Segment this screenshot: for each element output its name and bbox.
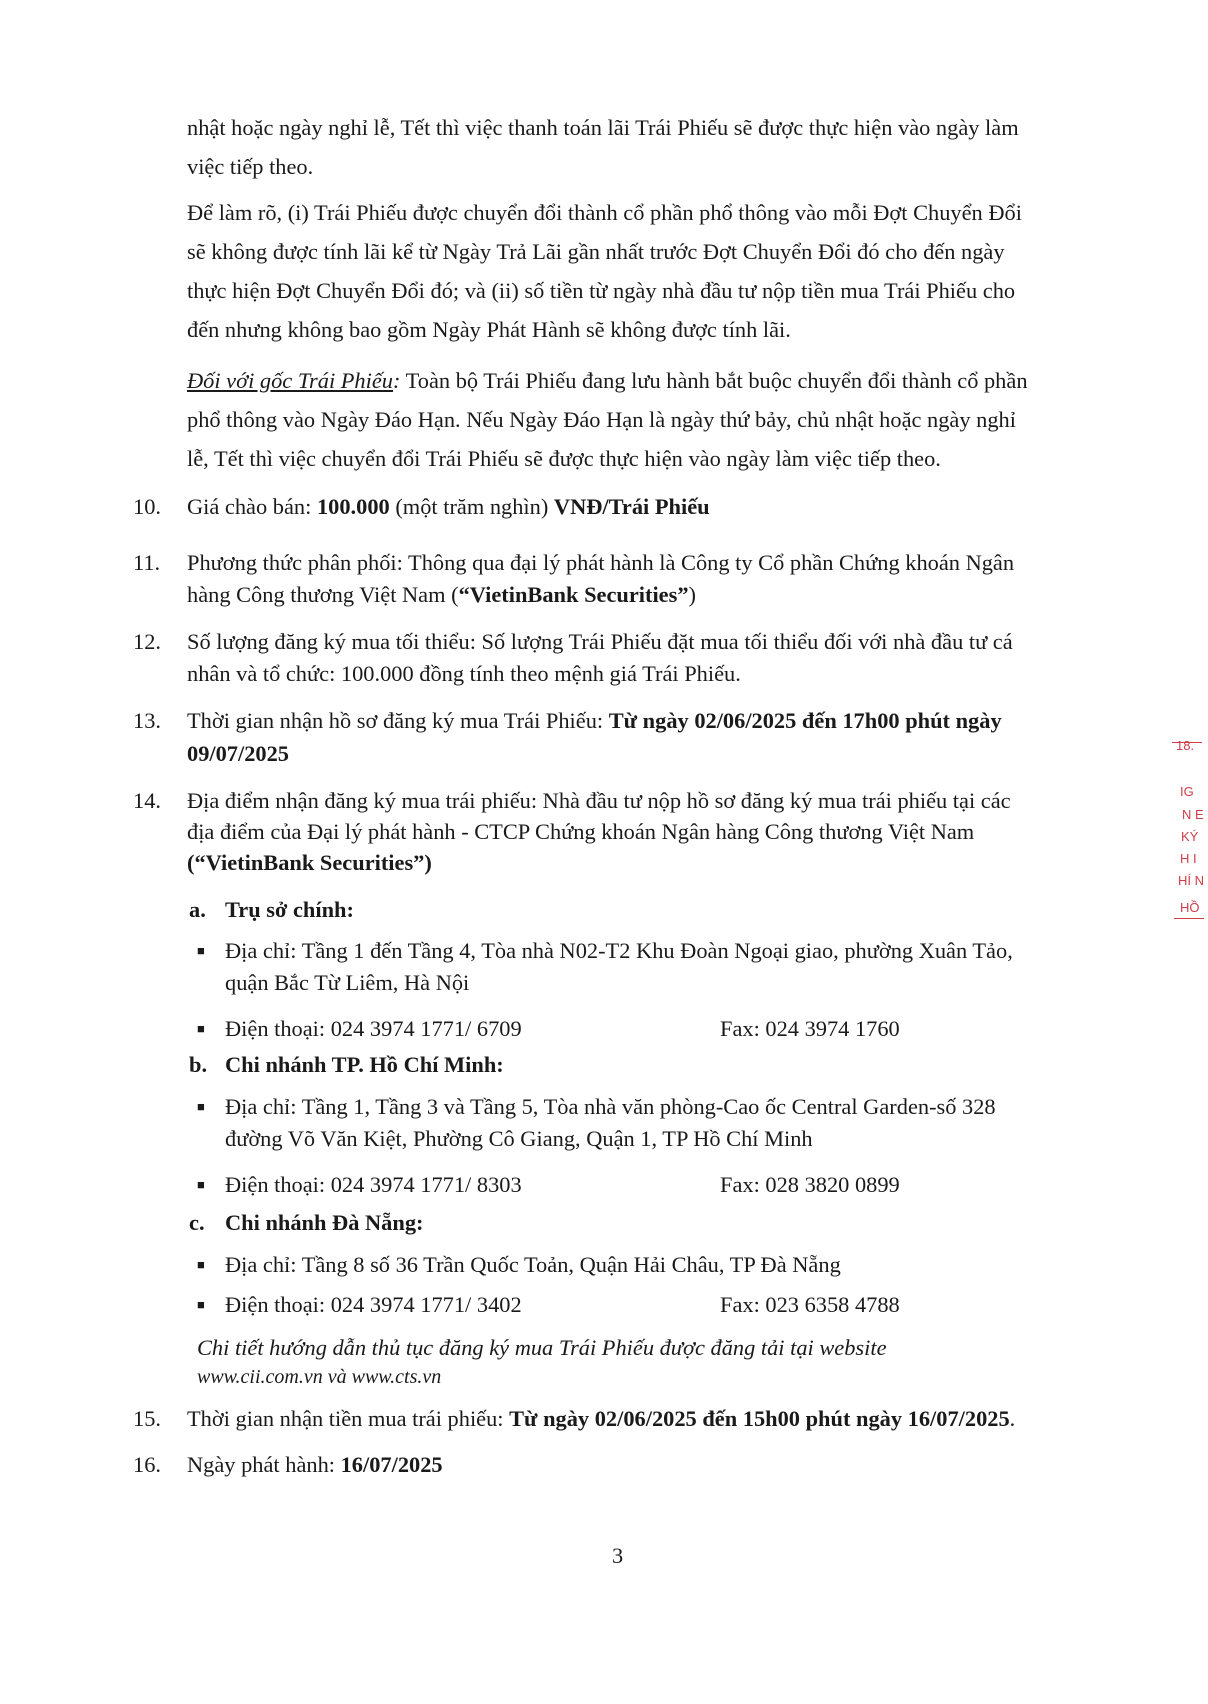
price-label: Giá chào bán:	[187, 494, 317, 519]
hcm-branch-address-line-2: đường Võ Văn Kiệt, Phường Cô Giang, Quận 1, TP Hồ Chí Minh	[225, 1126, 813, 1151]
bullet-icon: ■	[197, 1297, 205, 1312]
stamp-fragment	[1168, 735, 1208, 925]
item-12-line-1: Số lượng đăng ký mua tối thiểu: Số lượng Trái Phiếu đặt mua tối thiểu đối với nhà đầu tư cá	[187, 629, 1013, 654]
price-unit: VNĐ/Trái Phiếu	[553, 494, 710, 519]
issue-date-label: Ngày phát hành:	[187, 1452, 341, 1477]
hcm-branch-letter: b.	[189, 1052, 208, 1077]
danang-branch-fax: Fax: 023 6358 4788	[720, 1292, 900, 1317]
head-office-letter: a.	[189, 897, 206, 922]
item-13-number: 13.	[133, 708, 161, 733]
registration-period-value: Từ ngày 02/06/2025 đến 17h00 phút ngày	[608, 708, 1002, 733]
head-office-address-line-2: quận Bắc Từ Liêm, Hà Nội	[225, 970, 470, 995]
head-office-phone: Điện thoại: 024 3974 1771/ 6709	[225, 1016, 522, 1041]
principal-text-1: Toàn bộ Trái Phiếu đang lưu hành bắt buộc chuyển đổi thành cổ phần	[400, 368, 1028, 393]
item-10-number: 10.	[133, 494, 161, 519]
bullet-icon: ■	[197, 1177, 205, 1192]
item-16-number: 16.	[133, 1452, 161, 1477]
stamp-text-6: HÍ N	[1178, 873, 1204, 888]
website-note-line-1: Chi tiết hướng dẫn thủ tục đăng ký mua Trái Phiếu được đăng tải tại website	[197, 1335, 887, 1360]
item-14-line-1: Địa điểm nhận đăng ký mua trái phiếu: Nhà đầu tư nộp hồ sơ đăng ký mua trái phiếu tại các	[187, 788, 1011, 813]
danang-branch-address: Địa chỉ: Tầng 8 số 36 Trần Quốc Toản, Quận Hải Châu, TP Đà Nẵng	[225, 1252, 841, 1277]
hcm-branch-fax: Fax: 028 3820 0899	[720, 1172, 900, 1197]
clarify-line-4: đến nhưng không bao gồm Ngày Phát Hành sẽ không được tính lãi.	[187, 317, 791, 342]
principal-colon: :	[393, 368, 401, 393]
page-number: 3	[612, 1543, 624, 1568]
issue-date-value: 16/07/2025	[340, 1452, 443, 1477]
principal-label: Đối với gốc Trái Phiếu	[187, 368, 393, 393]
item-15-number: 15.	[133, 1406, 161, 1431]
price-words: (một trăm nghìn)	[389, 494, 554, 519]
payment-period-end: .	[1009, 1406, 1016, 1431]
website-note-line-2: www.cii.com.vn và www.cts.vn	[197, 1366, 442, 1388]
item-11-paren: )	[688, 582, 696, 607]
stamp-text-7: HỒ	[1180, 900, 1200, 915]
agent-name: “VietinBank Securities”	[458, 582, 689, 607]
bullet-icon: ■	[197, 943, 205, 958]
bullet-icon: ■	[197, 1257, 205, 1272]
hcm-branch-phone: Điện thoại: 024 3974 1771/ 8303	[225, 1172, 522, 1197]
stamp-rule-top	[1172, 742, 1202, 743]
price-value: 100.000	[316, 494, 390, 519]
item-15-text	[187, 1404, 1015, 1434]
registration-period-label: Thời gian nhận hồ sơ đăng ký mua Trái Phiếu:	[187, 708, 609, 733]
stamp-text-4: KÝ	[1181, 829, 1199, 844]
item-11-number: 11.	[133, 550, 161, 575]
danang-branch-phone: Điện thoại: 024 3974 1771/ 3402	[225, 1292, 522, 1317]
item-11-line-2	[187, 580, 696, 610]
head-office-address-line-1: Địa chỉ: Tầng 1 đến Tầng 4, Tòa nhà N02-T2 Khu Đoàn Ngoại giao, phường Xuân Tảo,	[225, 938, 1013, 963]
bullet-icon: ■	[197, 1099, 205, 1114]
principal-line-3: lễ, Tết thì việc chuyển đổi Trái Phiếu sẽ được thực hiện vào ngày làm việc tiếp theo.	[187, 446, 941, 471]
intro-line-2: việc tiếp theo.	[187, 154, 314, 179]
intro-line-1: nhật hoặc ngày nghỉ lễ, Tết thì việc thanh toán lãi Trái Phiếu sẽ được thực hiện vào ngày làm	[187, 115, 1019, 140]
principal-line-1	[187, 366, 1028, 396]
stamp-text-1: 18.	[1176, 738, 1195, 753]
stamp-text-5: H I	[1180, 851, 1197, 866]
hcm-branch-address-line-1: Địa chỉ: Tầng 1, Tầng 3 và Tầng 5, Tòa nhà văn phòng-Cao ốc Central Garden-số 328	[225, 1094, 996, 1119]
clarify-line-1: Để làm rõ, (i) Trái Phiếu được chuyển đổi thành cổ phần phổ thông vào mỗi Đợt Chuyển Đổi	[187, 200, 1022, 225]
item-11-line-1: Phương thức phân phối: Thông qua đại lý phát hành là Công ty Cổ phần Chứng khoán Ngân	[187, 550, 1015, 575]
stamp-text-3: N E	[1182, 807, 1204, 822]
stamp-rule-bottom	[1174, 918, 1204, 919]
danang-branch-title: Chi nhánh Đà Nẵng:	[225, 1210, 424, 1235]
item-13-line-1	[187, 706, 1002, 736]
clarify-line-2: sẽ không được tính lãi kể từ Ngày Trả Lãi gần nhất trước Đợt Chuyển Đổi đó cho đến ngày	[187, 239, 1005, 264]
danang-branch-letter: c.	[189, 1210, 205, 1235]
registration-period-end-date: 09/07/2025	[187, 741, 290, 766]
principal-line-2: phổ thông vào Ngày Đáo Hạn. Nếu Ngày Đáo Hạn là ngày thứ bảy, chủ nhật hoặc ngày nghỉ	[187, 407, 1016, 432]
head-office-fax: Fax: 024 3974 1760	[720, 1016, 900, 1041]
item-11-text: hàng Công thương Việt Nam (	[187, 582, 459, 607]
item-12-line-2: nhân và tổ chức: 100.000 đồng tính theo mệnh giá Trái Phiếu.	[187, 661, 741, 686]
item-14-number: 14.	[133, 788, 161, 813]
clarify-line-3: thực hiện Đợt Chuyển Đổi đó; và (ii) số tiền từ ngày nhà đầu tư nộp tiền mua Trái Phiếu cho	[187, 278, 1016, 303]
item-12-number: 12.	[133, 629, 161, 654]
stamp-text-2: IG	[1180, 784, 1194, 799]
item-16-text	[187, 1450, 443, 1480]
bullet-icon: ■	[197, 1021, 205, 1036]
item-10-text	[187, 492, 710, 522]
head-office-title: Trụ sở chính:	[225, 897, 354, 922]
item-14-line-2: địa điểm của Đại lý phát hành - CTCP Chứng khoán Ngân hàng Công thương Việt Nam	[187, 819, 975, 844]
item-14-line-3: (“VietinBank Securities”)	[187, 850, 432, 875]
payment-period-label: Thời gian nhận tiền mua trái phiếu:	[187, 1406, 510, 1431]
hcm-branch-title: Chi nhánh TP. Hồ Chí Minh:	[225, 1052, 504, 1077]
payment-period-value: Từ ngày 02/06/2025 đến 15h00 phút ngày 16/07/2025	[509, 1406, 1010, 1431]
